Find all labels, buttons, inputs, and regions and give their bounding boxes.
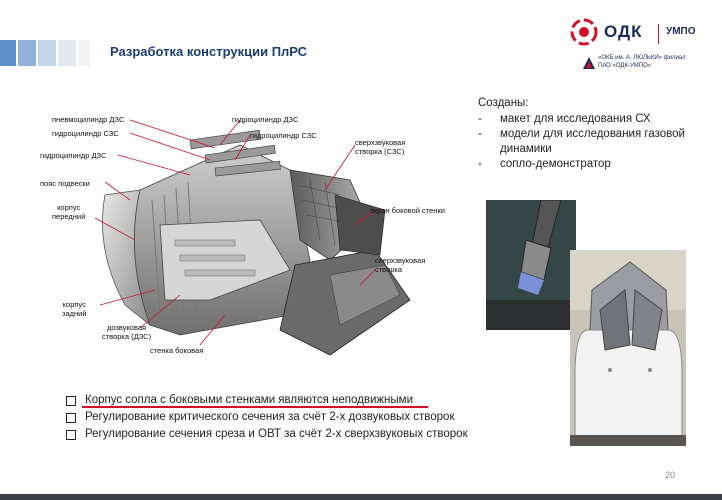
bullet-list [66,392,468,443]
logo-brand: ОДК [604,22,643,41]
okb-emblem-icon [582,56,596,70]
created-item: - макет для исследования СХ [478,113,651,125]
label-hydro-szs-top: гидроцилиндр СЗС [250,131,317,140]
created-heading: Созданы: [478,97,529,109]
label-rear-case: корпус задний [62,300,87,318]
bullet-underline [82,406,428,408]
bullet-item: Регулирование сечения среза и ОВТ за счёт 2-х сверхзвуковых створок [66,426,468,443]
label-pneumo-dzs: пневмоцилиндр ДЗС [52,115,125,124]
label-suspension-belt: пояс подвески [40,179,90,188]
label-hydro-dzs-left: гидроцилиндр ДЗС [40,151,107,160]
label-side-wall: стенка боковая [150,346,204,355]
logo-subtitle: «ОКБ им. А. ЛЮЛЬКИ» филиал ПАО «ОДК-УМПО» [598,55,686,69]
created-item: - сопло-демонстратор [478,158,611,170]
bullet-item: Регулирование критического сечения за счёт 2-х дозвуковых створок [66,409,468,426]
nozzle-model-photo [486,200,576,330]
page-title: Разработка конструкции ПлРС [110,44,308,59]
label-hydro-dzs-top: гидроцилиндр ДЗС [232,115,299,124]
checkbox-icon [66,396,76,406]
created-item: - модели для исследования газовой [478,128,685,140]
label-supersonic-flap-szs: сверхзвуковая створка (СЗС) [355,138,406,156]
nozzle-demonstrator-photo [570,250,686,446]
label-side-wall-screen: экран боковой стенки [370,206,445,215]
label-supersonic-flap: сверхзвуковая створка [375,256,426,274]
checkbox-icon [66,413,76,423]
bullet-item: Корпус сопла с боковыми стенками являются неподвижными [66,392,468,409]
created-list [478,96,685,172]
company-logo [570,16,710,78]
footer-bar [0,494,722,500]
odk-logo-icon [570,18,598,46]
label-subsonic-flap: дозвуковая створка (ДЗС) [102,323,152,341]
corner-decoration [0,0,90,72]
checkbox-icon [66,430,76,440]
logo-divider [658,24,659,44]
logo-branch: УМПО [666,26,696,37]
nozzle-cutaway-figure [40,100,460,370]
page-number: 20 [665,470,676,480]
created-item: динамики [500,143,552,155]
label-front-case: корпус передний [52,203,86,221]
label-hydro-szs-left: гидроцилиндр СЗС [52,129,119,138]
